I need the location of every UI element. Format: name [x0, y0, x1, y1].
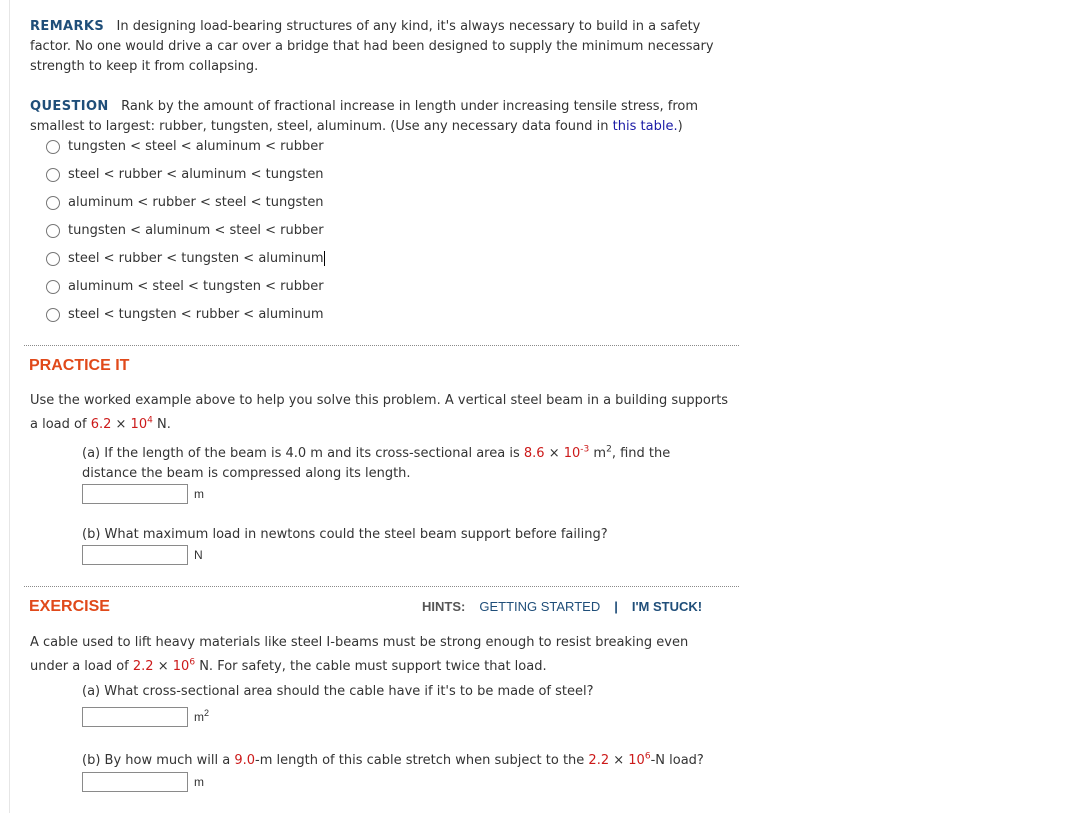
option-label: steel < rubber < aluminum < tungsten [68, 167, 324, 182]
section-divider [24, 586, 739, 587]
radio-button[interactable] [46, 140, 60, 154]
exercise-part-b [82, 751, 742, 771]
practice-b-input[interactable] [82, 545, 188, 565]
option-row[interactable] [46, 137, 325, 165]
part-b-text: (b) By how much will a [82, 753, 231, 768]
unit-label: m [194, 487, 204, 501]
cable-length-value: 9.0 [234, 753, 256, 768]
practice-title: PRACTICE IT [29, 357, 130, 374]
option-label: aluminum < rubber < steel < tungsten [68, 195, 324, 210]
remarks-text: In designing load-bearing structures of any kind, it's always necessary to build in a safety factor. No one would drive a car over a bridge that had been designed to supply the minimum necessary strength to keep it from collapsing. [30, 19, 714, 74]
exercise-title: EXERCISE [29, 598, 110, 615]
option-label: tungsten < aluminum < steel < rubber [68, 223, 324, 238]
exercise-intro [30, 631, 730, 679]
practice-part-a [82, 444, 702, 484]
part-b-text-end: -N load? [650, 753, 704, 768]
radio-button[interactable] [46, 252, 60, 266]
practice-b-answer [82, 545, 203, 565]
question-paragraph [30, 97, 730, 137]
hints-bar [422, 599, 702, 614]
unit-label: N [194, 548, 203, 562]
area-unit: $m^2$ [593, 444, 612, 461]
practice-intro-text: Use the worked example above to help you solve this problem. A vertical steel beam in a building supports a load of [30, 393, 729, 432]
remarks-paragraph [30, 17, 730, 77]
exercise-a-input[interactable] [82, 707, 188, 727]
part-a-text-end: , find the distance the beam is compressed along its length. [82, 446, 671, 481]
unit-label: $m^2$ [194, 708, 210, 724]
radio-button[interactable] [46, 308, 60, 322]
option-label: aluminum < steel < tungsten < rubber [68, 279, 324, 294]
exercise-a-answer [82, 707, 209, 727]
hint-separator: | [614, 599, 618, 614]
data-table-link[interactable]: this table. [612, 119, 678, 134]
practice-intro [30, 389, 730, 437]
radio-button[interactable] [46, 196, 60, 210]
practice-part-b: (b) What maximum load in newtons could the steel beam support before failing? [82, 527, 608, 542]
option-row[interactable] [46, 193, 325, 221]
radio-button[interactable] [46, 168, 60, 182]
radio-button[interactable] [46, 280, 60, 294]
getting-started-link[interactable]: GETTING STARTED [479, 599, 601, 614]
option-label: steel < tungsten < rubber < aluminum [68, 307, 324, 322]
question-text: Rank by the amount of fractional increase in length under increasing tensile stress, from smallest to largest: rubber, tungsten, steel, aluminum. (Use any necessary data found in [30, 99, 699, 134]
exercise-b-input[interactable] [82, 772, 188, 792]
unit-label: m [194, 775, 204, 789]
hints-label: HINTS: [422, 599, 466, 614]
option-label: steel < rubber < tungsten < aluminum [68, 251, 324, 266]
area-value: $8.6 \times 10^{-3}$ [523, 444, 590, 461]
option-row[interactable] [46, 165, 325, 193]
part-a-text: (a) If the length of the beam is 4.0 m and its cross-sectional area is [82, 446, 520, 461]
cable-load-value: $2.2 \times 10^6$ [132, 657, 196, 674]
radio-button[interactable] [46, 224, 60, 238]
question-text-end: ) [677, 119, 683, 134]
option-row[interactable] [46, 249, 325, 277]
part-b-text-mid: -m length of this cable stretch when subject to the [255, 753, 585, 768]
exercise-part-a: (a) What cross-sectional area should the cable have if it's to be made of steel? [82, 684, 594, 699]
load-value: $6.2 \times 10^4$ [90, 415, 153, 432]
practice-a-input[interactable] [82, 484, 188, 504]
ranking-options [46, 137, 325, 333]
option-label: tungsten < steel < aluminum < rubber [68, 139, 324, 154]
remarks-label: REMARKS [30, 19, 105, 34]
exercise-intro-text-end: N. For safety, the cable must support twice that load. [199, 659, 547, 674]
load-unit: N. [156, 417, 171, 432]
left-border [9, 0, 10, 813]
question-label: QUESTION [30, 99, 109, 114]
option-row[interactable] [46, 305, 325, 333]
text-cursor [324, 251, 325, 266]
option-row[interactable] [46, 221, 325, 249]
exercise-b-answer [82, 772, 204, 792]
exercise-intro-text: A cable used to lift heavy materials like steel I-beams must be strong enough to resist breaking even under a load of [30, 635, 689, 674]
cable-load-value-b: $2.2 \times 10^6$ [588, 751, 651, 768]
im-stuck-link[interactable]: I'M STUCK! [631, 599, 703, 614]
practice-a-answer [82, 484, 204, 504]
option-row[interactable] [46, 277, 325, 305]
section-divider [24, 345, 739, 346]
